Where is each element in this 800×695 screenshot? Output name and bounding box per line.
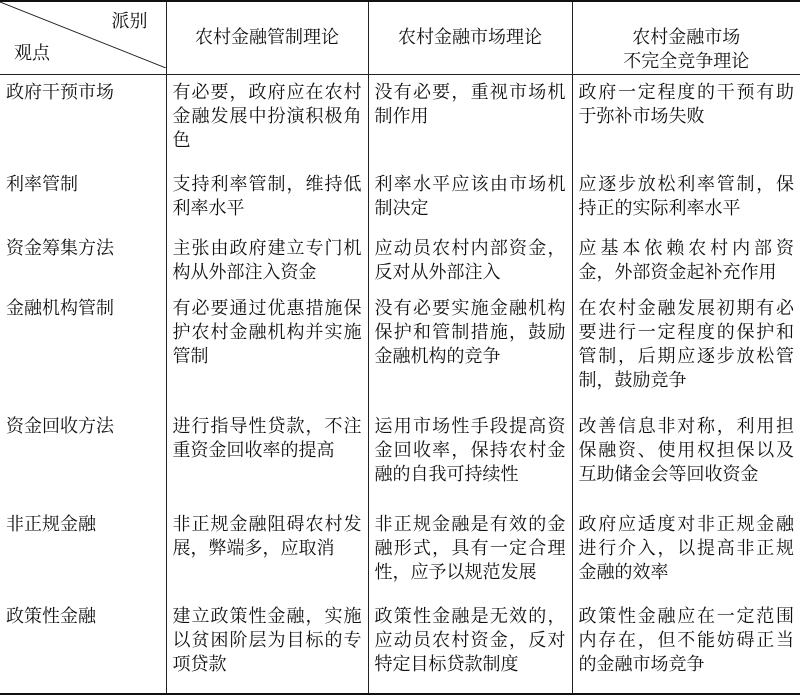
table-row	[0, 291, 800, 409]
table-cell: 政策性金融应在一定范围内存在，但不能妨碍正当的金融市场竞争	[572, 599, 800, 694]
corner-view-label: 观点	[14, 43, 50, 64]
table-cell: 没有必要实施金融机构保护和管制措施，鼓励金融机构的竞争	[368, 291, 572, 409]
table-cell: 非正规金融阻碍农村发展，弊端多，应取消	[166, 507, 368, 599]
corner-school-label: 派别	[111, 11, 148, 32]
row-label: 金融机构管制	[0, 291, 166, 409]
row-label: 资金回收方法	[0, 409, 166, 507]
row-label: 政府干预市场	[0, 75, 166, 167]
table-cell: 政策性金融是无效的，应动员农村资金，反对特定目标贷款制度	[368, 599, 572, 694]
row-label: 资金筹集方法	[0, 231, 166, 291]
table-cell: 建立政策性金融，实施以贫困阶层为目标的专项贷款	[166, 599, 368, 694]
table-cell: 运用市场性手段提高资金回收率，保持农村金融的自我可持续性	[368, 409, 572, 507]
table-cell: 有必要，政府应在农村金融发展中扮演积极角色	[166, 75, 368, 167]
table-row	[0, 409, 800, 507]
column-header-control-theory	[166, 1, 368, 75]
column-header-market-theory	[368, 1, 572, 75]
table-cell: 应基本依赖农村内部资金，外部资金起补充作用	[572, 231, 800, 291]
table-cell: 应动员农村内部资金，反对从外部注入	[368, 231, 572, 291]
header-corner-cell	[0, 1, 166, 75]
table-cell: 利率水平应该由市场机制决定	[368, 167, 572, 231]
table-cell: 非正规金融是有效的金融形式，具有一定合理性，应予以规范发展	[368, 507, 572, 599]
column-header-imperfect-competition-theory	[572, 1, 800, 75]
table-row	[0, 599, 800, 694]
table-row	[0, 507, 800, 599]
table-cell: 应逐步放松利率管制，保持正的实际利率水平	[572, 167, 800, 231]
table-cell: 支持利率管制，维持低利率水平	[166, 167, 368, 231]
table-cell: 政府一定程度的干预有助于弥补市场失败	[572, 75, 800, 167]
table-row	[0, 167, 800, 231]
column-header-label: 农村金融管制理论	[195, 27, 339, 48]
row-label: 利率管制	[0, 167, 166, 231]
table-cell: 没有必要，重视市场机制作用	[368, 75, 572, 167]
table-cell: 改善信息非对称，利用担保融资、使用权担保以及互助储金会等回收资金	[572, 409, 800, 507]
column-header-label: 农村金融市场理论	[398, 27, 542, 48]
table-row	[0, 231, 800, 291]
table-cell: 进行指导性贷款，不注重资金回收率的提高	[166, 409, 368, 507]
header-row	[0, 1, 800, 75]
row-label: 政策性金融	[0, 599, 166, 694]
table-row	[0, 75, 800, 167]
table-cell: 主张由政府建立专门机构从外部注入资金	[166, 231, 368, 291]
column-header-label: 农村金融市场 不完全竞争理论	[623, 27, 750, 72]
row-label: 非正规金融	[0, 507, 166, 599]
table-cell: 政府应适度对非正规金融进行介入，以提高非正规金融的效率	[572, 507, 800, 599]
table-cell: 在农村金融发展初期有必要进行一定程度的保护和管制，后期应逐步放松管制，鼓励竞争	[572, 291, 800, 409]
table-cell: 有必要通过优惠措施保护农村金融机构并实施管制	[166, 291, 368, 409]
